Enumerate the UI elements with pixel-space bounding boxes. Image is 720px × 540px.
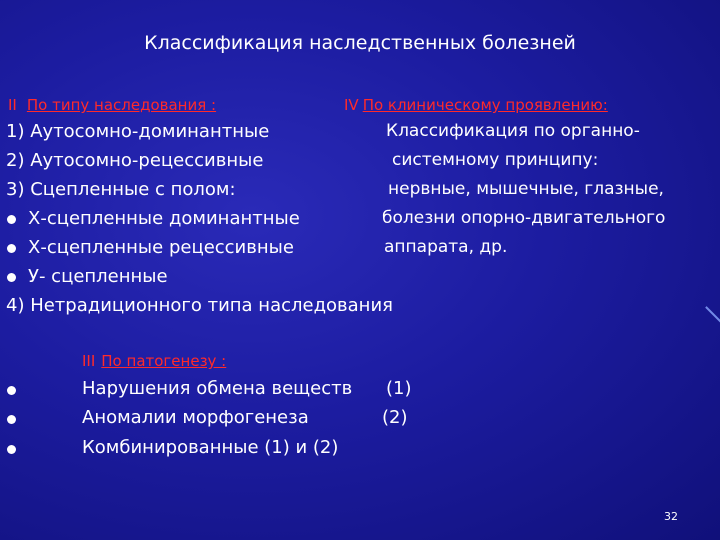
section-iv-line-3: нервные, мышечные, глазные, [388, 179, 664, 199]
section-iii-item-2: Аномалии морфогенеза [82, 407, 309, 428]
section-ii-bullet-1: Х-сцепленные доминантные [28, 208, 300, 229]
section-ii-bullet-2: Х-сцепленные рецессивные [28, 237, 294, 258]
section-ii-item-4: 4) Нетрадиционного типа наследования [6, 295, 393, 316]
section-ii-header [8, 96, 216, 114]
slide-title: Классификация наследственных болезней [144, 32, 576, 54]
section-ii-item-3: 3) Сцепленные с полом: [6, 179, 236, 200]
bullet-dot-icon [7, 445, 16, 454]
section-iii-item-2-num: (2) [382, 407, 408, 428]
bullet-dot-icon [7, 273, 16, 282]
bullet-dot-icon [7, 415, 16, 424]
section-iii-item-1: Нарушения обмена веществ [82, 378, 353, 399]
section-iv-line-4: болезни опорно-двигательного [382, 208, 666, 228]
section-iv-line-2: системному принципу: [392, 150, 599, 170]
page-number: 32 [664, 510, 678, 523]
section-iii-item-1-num: (1) [386, 378, 412, 399]
decorative-line [705, 306, 720, 336]
section-iii-roman: III [82, 352, 96, 370]
section-iv-line-1: Классификация по органно- [386, 121, 640, 141]
section-ii-bullet-3: У- сцепленные [28, 266, 168, 287]
section-iii-item-3: Комбинированные (1) и (2) [82, 437, 339, 458]
section-ii-roman: II [8, 96, 17, 114]
section-iii-heading: По патогенезу : [101, 352, 227, 370]
section-iv-line-5: аппарата, др. [384, 237, 508, 257]
section-iv-heading: По клиническому проявлению: [362, 96, 608, 114]
bullet-dot-icon [7, 386, 16, 395]
bullet-dot-icon [7, 244, 16, 253]
bullet-dot-icon [7, 215, 16, 224]
section-iii-header [82, 352, 226, 370]
section-ii-item-1: 1) Аутосомно-доминантные [6, 121, 270, 142]
section-ii-item-2: 2) Аутосомно-рецессивные [6, 150, 264, 171]
section-iv-roman: IV [344, 96, 359, 114]
section-iv-header [344, 96, 608, 114]
section-ii-heading: По типу наследования : [26, 96, 217, 114]
